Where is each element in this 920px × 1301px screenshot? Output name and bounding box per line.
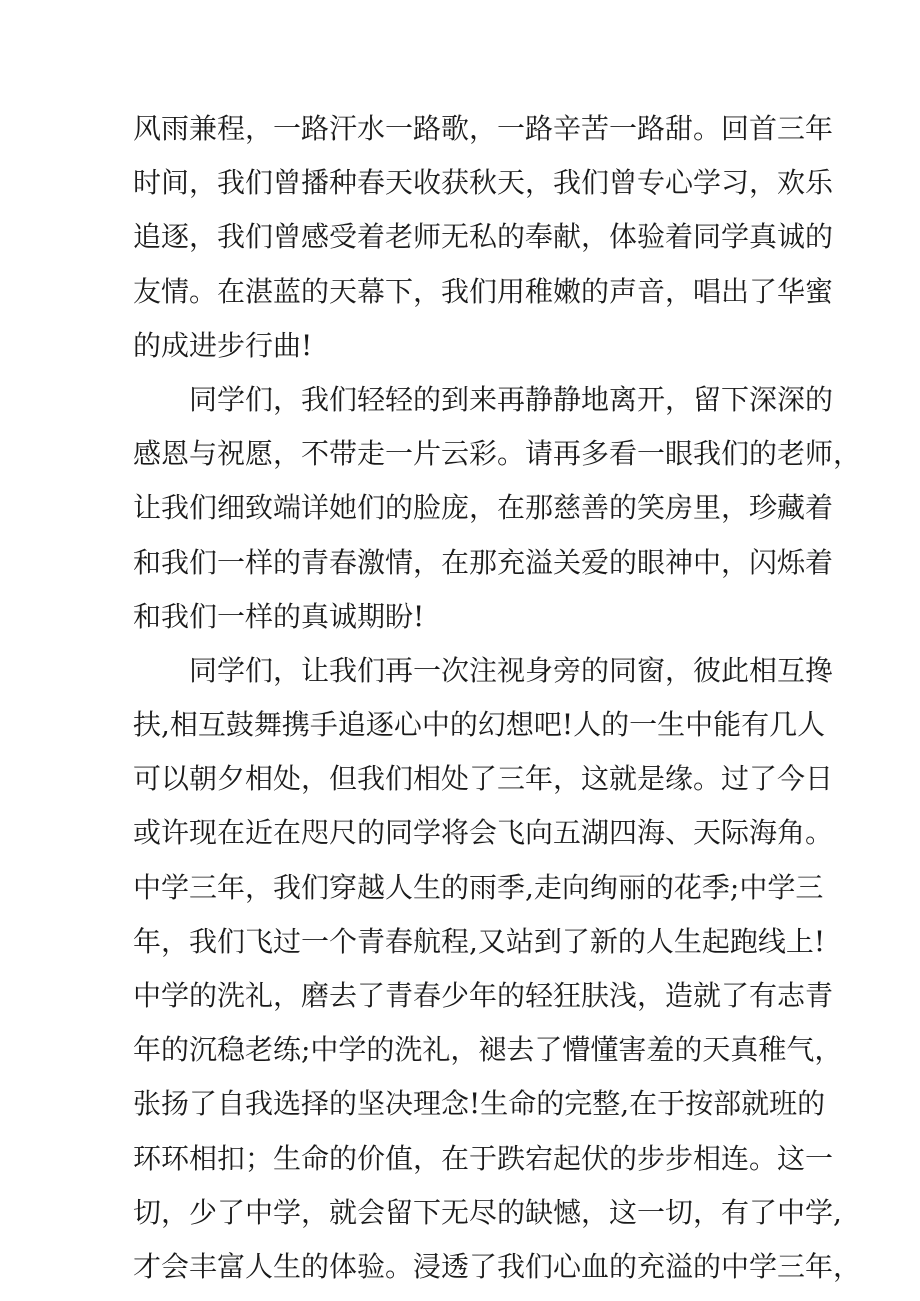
paragraph2-line: 让我们细致端详她们的脸庞，在那慈善的笑房里，珍藏着: [133, 491, 834, 525]
paragraph3-line: 切，少了中学，就会留下无尽的缺憾，这一切，有了中学,: [133, 1195, 842, 1229]
paragraph2-line: 同学们，我们轻轻的到来再静静地离开，留下深深的: [189, 382, 834, 416]
paragraph1-line: 友情。在湛蓝的天幕下，我们用稚嫩的声音，唱出了华蜜: [133, 274, 834, 308]
paragraph1-line: 风雨兼程，一路汗水一路歌，一路辛苦一路甜。回首三年: [133, 112, 834, 145]
paragraph3-line: 或许现在近在咫尺的同学将会飞向五湖四海、天际海角。: [133, 816, 834, 850]
paragraph3-line: 中学三年，我们穿越人生的雨季,走向绚丽的花季;中学三: [133, 870, 824, 904]
paragraph3-line: 扶,相互鼓舞携手追逐心中的幻想吧!人的一生中能有几人: [133, 708, 826, 742]
paragraph1-line: 的成进步行曲!: [133, 328, 313, 362]
paragraph3-line: 年，我们飞过一个青春航程,又站到了新的人生起跑线上!: [133, 924, 826, 958]
paragraph3-line: 中学的洗礼，磨去了青春少年的轻狂肤浅，造就了有志青: [133, 979, 834, 1012]
body-text: [133, 102, 862, 1294]
paragraph3-line: 年的沉稳老练;中学的洗礼，褪去了懵懂害羞的天真稚气，: [133, 1033, 843, 1067]
paragraph3-line: 张扬了自我选择的坚决理念!生命的完整,在于按部就班的: [133, 1087, 826, 1121]
paragraph3-line: 环环相扣；生命的价值，在于跌宕起伏的步步相连。这一: [133, 1141, 834, 1175]
paragraph1-line: 追逐，我们曾感受着老师无私的奉献，体验着同学真诚的: [133, 220, 834, 254]
paragraph2-line: 感恩与祝愿，不带走一片云彩。请再多看一眼我们的老师，: [133, 437, 862, 471]
paragraph3-line: 同学们，让我们再一次注视身旁的同窗，彼此相互搀: [189, 653, 834, 687]
paragraph2-line: 和我们一样的青春激情，在那充溢关爱的眼神中，闪烁着: [133, 545, 834, 579]
paragraph1-line: 时间，我们曾播种春天收获秋天，我们曾专心学习，欢乐: [133, 166, 834, 200]
paragraph3-line: 可以朝夕相处，但我们相处了三年，这就是缘。过了今日: [133, 762, 834, 796]
paragraph2-line: 和我们一样的真诚期盼!: [133, 599, 425, 633]
paragraph3-line: 才会丰富人生的体验。浸透了我们心血的充溢的中学三年，: [133, 1249, 862, 1283]
